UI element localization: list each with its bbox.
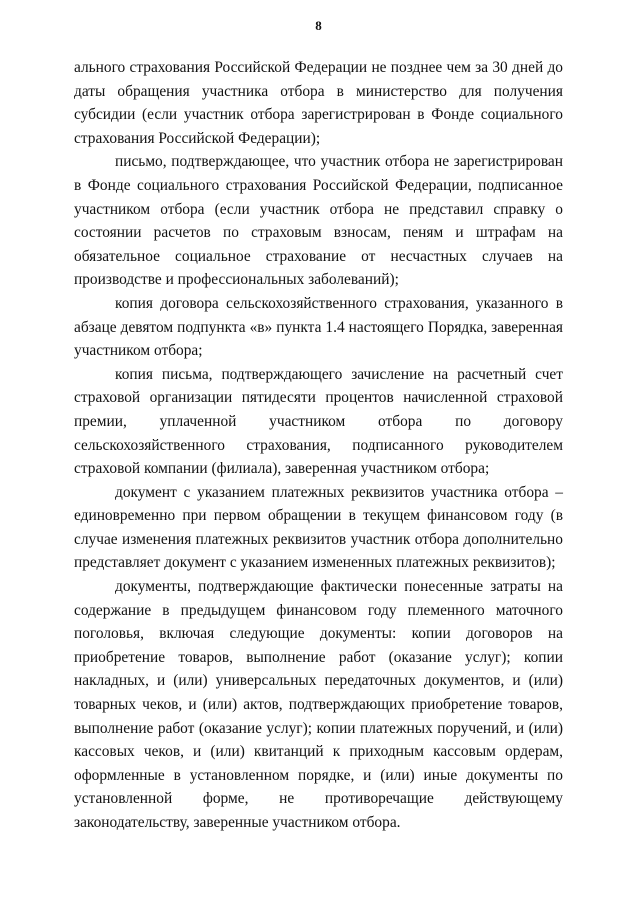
paragraph-insurance-premium-letter: копия письма, подтверждающего зачисление на расчетный счет страховой организации пятидесяти процентов начисленной страховой премии, уплаченной участником отбора по договору сельскохозяйственного страхования, подписанного руководителем страховой компании (филиала), заверенная участником отбора; <box>74 365 563 478</box>
page-number: 8 <box>315 18 322 33</box>
paragraph-letter-not-registered: письмо, подтверждающее, что участник отбора не зарегистрирован в Фонде социального страхования Российской Федерации, подписанное участником отбора (если участник отбора не представил справку о состоянии расчетов по страховым взносам, пеням и штрафам на обязательное социальное страхование от несчастных случаев на производстве и профессиональных заболеваний); <box>74 153 563 289</box>
paragraph-payment-details: документ с указанием платежных реквизитов участника отбора – единовременно при первом обращении в текущем финансовом году (в случае изменения платежных реквизитов участник отбора дополнительно представляет документ с указанием измененных платежных реквизитов); <box>74 483 563 572</box>
paragraph-expense-documents: документы, подтверждающие фактически понесенные затраты на содержание в предыдущем финансовом году племенного маточного поголовья, включая следующие документы: копии договоров на приобретение товаров, выполнение работ (оказание услуг); копии накладных, и (или) универсальных передаточных документов, и (или) товарных чеков, и (или) актов, подтверждающих приобретение товаров, выполнение работ (оказание услуг); копии платежных поручений, и (или) кассовых чеков, и (или) квитанций к приходным кассовым ордерам, оформленные в установленном порядке, и (или) иные документы по установленной форме, не противоречащие действующему законодательству, заверенные участником отбора. <box>74 578 563 831</box>
document-body <box>74 56 563 835</box>
paragraph-insurance-contract-copy: копия договора сельскохозяйственного страхования, указанного в абзаце девятом подпункта «в» пункта 1.4 настоящего Порядка, заверенная участником отбора; <box>74 294 563 360</box>
paragraph-continuation: ального страхования Российской Федерации не позднее чем за 30 дней до даты обращения участника отбора в министерство для получения субсидии (если участник отбора зарегистрирован в Фонде социального страхования Российской Федерации); <box>74 59 563 147</box>
